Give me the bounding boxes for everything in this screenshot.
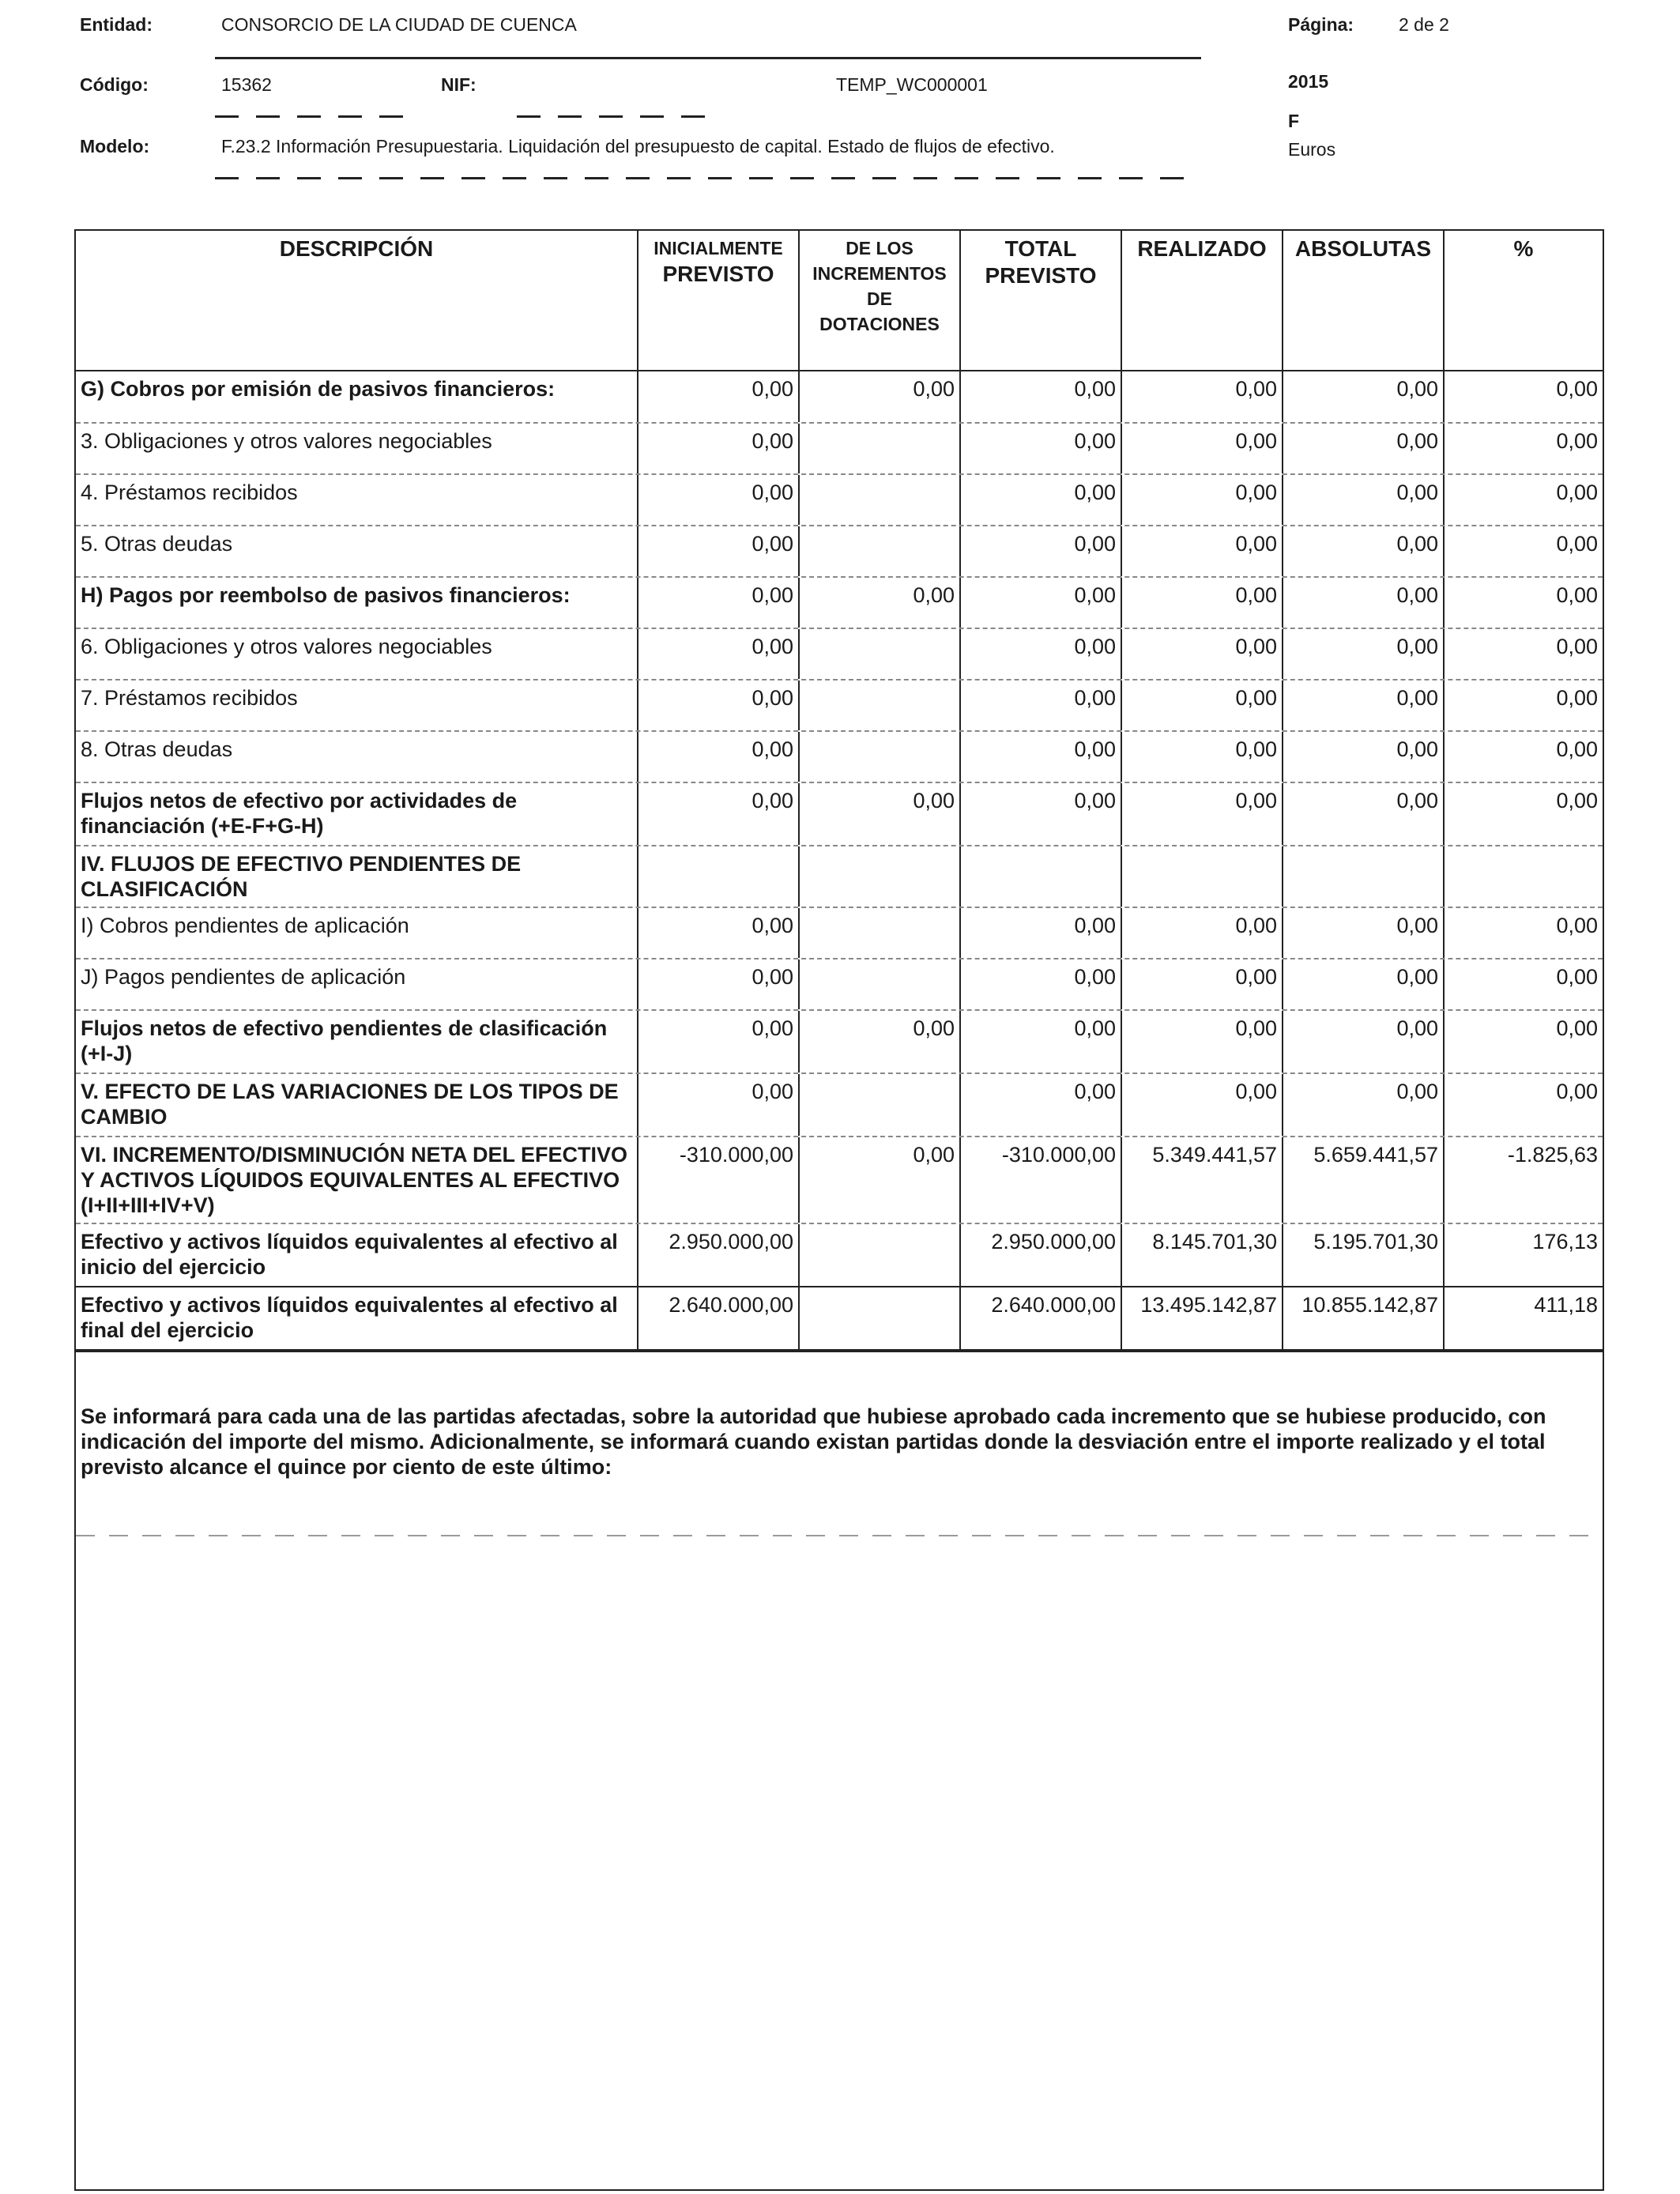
- row-value: 0,00: [1556, 914, 1598, 937]
- row-value: 0,00: [1283, 475, 1445, 525]
- pagina-label: Página:: [1288, 14, 1354, 35]
- table-row: [76, 680, 1603, 732]
- nif-underline: [517, 115, 721, 118]
- row-value: 0,00: [961, 908, 1122, 958]
- row-value: 0,00: [800, 371, 961, 422]
- row-value: 0,00: [638, 732, 800, 782]
- row-value: 5.349.441,57: [1122, 1137, 1283, 1223]
- year-value: 2015: [1288, 71, 1329, 92]
- pagina-value: 2 de 2: [1399, 14, 1449, 35]
- status-flag: F: [1288, 111, 1300, 131]
- row-description: 3. Obligaciones y otros valores negociables: [76, 424, 638, 473]
- row-value: [1122, 846, 1283, 907]
- row-description: VI. INCREMENTO/DISMINUCIÓN NETA DEL EFECTIVO Y ACTIVOS LÍQUIDOS EQUIVALENTES AL EFECTIVO (I+II+III+IV+V): [76, 1137, 638, 1223]
- row-value: [800, 959, 961, 1009]
- row-value: 8.145.701,30: [1122, 1224, 1283, 1286]
- row-value: 0,00: [1122, 680, 1283, 730]
- row-value: 0,00: [1122, 526, 1283, 576]
- header-de-los: DE LOS: [846, 238, 913, 258]
- row-value: [800, 1287, 961, 1349]
- table-row: [76, 424, 1603, 475]
- row-description: H) Pagos por reembolso de pasivos financieros:: [76, 578, 638, 628]
- row-value: 0,00: [638, 783, 800, 845]
- table-row: [76, 1074, 1603, 1137]
- row-value: 0,00: [1556, 1016, 1598, 1040]
- row-value: 0,00: [961, 783, 1122, 845]
- table-row: [76, 1011, 1603, 1074]
- row-description: Flujos netos de efectivo pendientes de clasificación (+I-J): [76, 1011, 638, 1072]
- row-value: 0,00: [1122, 371, 1283, 422]
- row-value: 0,00: [638, 526, 800, 576]
- row-value: 0,00: [1556, 429, 1598, 453]
- table-row: [76, 578, 1603, 629]
- row-description: Flujos netos de efectivo por actividades de financiación (+E-F+G-H): [76, 783, 638, 845]
- row-value: 13.495.142,87: [1122, 1287, 1283, 1349]
- notes-divider: [76, 1535, 1603, 1536]
- row-value: 0,00: [638, 1011, 800, 1072]
- row-value: 2.640.000,00: [638, 1287, 800, 1349]
- row-value: 0,00: [638, 908, 800, 958]
- row-description: Efectivo y activos líquidos equivalentes al efectivo al final del ejercicio: [76, 1287, 638, 1349]
- row-description: 6. Obligaciones y otros valores negociables: [76, 629, 638, 679]
- row-value: [800, 424, 961, 473]
- row-value: [800, 680, 961, 730]
- row-value: 2.950.000,00: [638, 1224, 800, 1286]
- row-value: 0,00: [638, 1074, 800, 1136]
- row-value: 0,00: [800, 1011, 961, 1072]
- row-value: -310.000,00: [961, 1137, 1122, 1223]
- row-value: 0,00: [1556, 481, 1598, 504]
- currency-label: Euros: [1288, 139, 1336, 160]
- row-value: 5.659.441,57: [1283, 1137, 1445, 1223]
- row-value: 0,00: [800, 783, 961, 845]
- table-header: [76, 231, 1603, 371]
- col-inicialmente-previsto: [638, 231, 800, 370]
- row-value: 0,00: [1122, 475, 1283, 525]
- row-description: 4. Préstamos recibidos: [76, 475, 638, 525]
- row-value: 0,00: [1122, 629, 1283, 679]
- row-value: 0,00: [1283, 908, 1445, 958]
- header-inicialmente: INICIALMENTE: [654, 238, 783, 258]
- row-description: J) Pagos pendientes de aplicación: [76, 959, 638, 1009]
- row-value: 0,00: [1556, 635, 1598, 658]
- row-value: 0,00: [1556, 789, 1598, 812]
- row-value: 0,00: [1122, 424, 1283, 473]
- col-pct: [1445, 231, 1603, 370]
- row-value: 0,00: [638, 680, 800, 730]
- row-description: I) Cobros pendientes de aplicación: [76, 908, 638, 958]
- row-value: 0,00: [961, 629, 1122, 679]
- row-value: 0,00: [1122, 959, 1283, 1009]
- row-value: 0,00: [1283, 526, 1445, 576]
- row-value: 0,00: [800, 578, 961, 628]
- row-value: 10.855.142,87: [1283, 1287, 1445, 1349]
- row-value: 0,00: [961, 732, 1122, 782]
- codigo-label: Código:: [80, 74, 149, 95]
- header-descripcion: DESCRIPCIÓN: [279, 236, 434, 261]
- table-row: [76, 783, 1603, 846]
- notes-text: Se informará para cada una de las partidas afectadas, sobre la autoridad que hubiese aprobado cada incremento que se hubiese producido, con indicación del importe del mismo. Adicionalmente, se informará cuando existan partidas donde la desviación entre el importe realizado y el total previsto alcance el quince por ciento de este último:: [81, 1404, 1546, 1479]
- table-row: [76, 846, 1603, 908]
- header-pct: %: [1513, 236, 1534, 261]
- row-value: 2.950.000,00: [961, 1224, 1122, 1286]
- row-value: 0,00: [1556, 965, 1598, 989]
- col-total-previsto: [961, 231, 1122, 370]
- row-value: 0,00: [961, 959, 1122, 1009]
- row-value: 176,13: [1532, 1230, 1598, 1253]
- row-value: 0,00: [1556, 532, 1598, 556]
- row-value: 0,00: [1283, 680, 1445, 730]
- table-row: [76, 908, 1603, 959]
- row-description: V. EFECTO DE LAS VARIACIONES DE LOS TIPOS DE CAMBIO: [76, 1074, 638, 1136]
- col-incrementos: [800, 231, 961, 370]
- codigo-value: 15362: [221, 74, 272, 95]
- col-absolutas: [1283, 231, 1445, 370]
- row-value: 0,00: [638, 371, 800, 422]
- row-value: 0,00: [800, 1137, 961, 1223]
- row-value: -310.000,00: [638, 1137, 800, 1223]
- row-value: 0,00: [1283, 371, 1445, 422]
- row-value: 2.640.000,00: [961, 1287, 1122, 1349]
- row-value: [800, 846, 961, 907]
- row-value: 0,00: [1122, 578, 1283, 628]
- modelo-value: F.23.2 Información Presupuestaria. Liquidación del presupuesto de capital. Estado de flujos de efectivo.: [221, 136, 1055, 156]
- header-previsto: PREVISTO: [662, 262, 774, 286]
- table-row: [76, 732, 1603, 783]
- row-value: 0,00: [638, 629, 800, 679]
- row-value: 0,00: [1556, 377, 1598, 401]
- notes-section: [74, 1347, 1604, 2191]
- table-row: [76, 526, 1603, 578]
- header-realizado: REALIZADO: [1137, 236, 1267, 261]
- row-value: 0,00: [1556, 737, 1598, 761]
- modelo-underline: [215, 177, 1201, 179]
- row-value: 5.195.701,30: [1283, 1224, 1445, 1286]
- row-description: IV. FLUJOS DE EFECTIVO PENDIENTES DE CLASIFICACIÓN: [76, 846, 638, 907]
- header-total: TOTAL: [1004, 236, 1077, 261]
- entidad-label: Entidad:: [80, 14, 153, 35]
- row-value: 0,00: [1283, 578, 1445, 628]
- row-value: 0,00: [1122, 732, 1283, 782]
- row-value: 0,00: [1283, 629, 1445, 679]
- row-value: [1283, 846, 1445, 907]
- row-value: [638, 846, 800, 907]
- row-value: 0,00: [1122, 908, 1283, 958]
- entidad-value: CONSORCIO DE LA CIUDAD DE CUENCA: [221, 14, 577, 35]
- row-value: 0,00: [638, 424, 800, 473]
- header-total-previsto: PREVISTO: [985, 263, 1097, 288]
- row-value: 0,00: [961, 1074, 1122, 1136]
- row-description: 8. Otras deudas: [76, 732, 638, 782]
- row-value: -1.825,63: [1507, 1143, 1598, 1167]
- entidad-underline: [215, 57, 1201, 59]
- header-dotaciones: DOTACIONES: [819, 314, 940, 334]
- table-row: [76, 1287, 1603, 1351]
- nif-value: TEMP_WC000001: [836, 74, 988, 95]
- row-value: 0,00: [1283, 1074, 1445, 1136]
- row-value: 0,00: [638, 475, 800, 525]
- nif-label: NIF:: [441, 74, 477, 95]
- header-de: DE: [867, 288, 892, 309]
- row-value: 0,00: [961, 1011, 1122, 1072]
- row-value: 0,00: [1283, 959, 1445, 1009]
- row-value: [800, 908, 961, 958]
- table-row: [76, 959, 1603, 1011]
- row-value: 0,00: [638, 959, 800, 1009]
- row-description: G) Cobros por emisión de pasivos financieros:: [76, 371, 638, 422]
- row-value: 0,00: [1122, 783, 1283, 845]
- row-value: 411,18: [1534, 1293, 1598, 1317]
- col-realizado: [1122, 231, 1283, 370]
- row-value: 0,00: [1122, 1074, 1283, 1136]
- cash-flow-table: [74, 229, 1604, 1352]
- row-value: 0,00: [1283, 424, 1445, 473]
- row-value: [800, 732, 961, 782]
- row-value: [800, 1074, 961, 1136]
- modelo-label: Modelo:: [80, 136, 150, 156]
- row-value: 0,00: [961, 680, 1122, 730]
- row-value: [961, 846, 1122, 907]
- header-absolutas: ABSOLUTAS: [1294, 236, 1432, 261]
- col-descripcion: [76, 231, 638, 370]
- table-row: [76, 1137, 1603, 1224]
- table-body: [76, 371, 1603, 1351]
- row-value: [800, 629, 961, 679]
- row-value: [800, 526, 961, 576]
- row-value: 0,00: [961, 526, 1122, 576]
- row-value: 0,00: [638, 578, 800, 628]
- row-value: 0,00: [961, 578, 1122, 628]
- row-description: Efectivo y activos líquidos equivalentes al efectivo al inicio del ejercicio: [76, 1224, 638, 1286]
- table-row: [76, 475, 1603, 526]
- row-value: 0,00: [1556, 1080, 1598, 1103]
- table-row: [76, 371, 1603, 424]
- header-incrementos: INCREMENTOS: [812, 263, 947, 284]
- row-value: 0,00: [1556, 583, 1598, 607]
- row-value: 0,00: [961, 371, 1122, 422]
- row-description: 7. Préstamos recibidos: [76, 680, 638, 730]
- row-value: 0,00: [1283, 732, 1445, 782]
- row-value: 0,00: [961, 424, 1122, 473]
- table-row: [76, 1224, 1603, 1287]
- row-value: 0,00: [1122, 1011, 1283, 1072]
- row-value: [800, 475, 961, 525]
- row-description: 5. Otras deudas: [76, 526, 638, 576]
- row-value: 0,00: [1556, 686, 1598, 710]
- codigo-underline: [215, 115, 419, 118]
- row-value: 0,00: [1283, 783, 1445, 845]
- row-value: 0,00: [961, 475, 1122, 525]
- table-row: [76, 629, 1603, 680]
- row-value: 0,00: [1283, 1011, 1445, 1072]
- row-value: [1445, 846, 1603, 907]
- row-value: [800, 1224, 961, 1286]
